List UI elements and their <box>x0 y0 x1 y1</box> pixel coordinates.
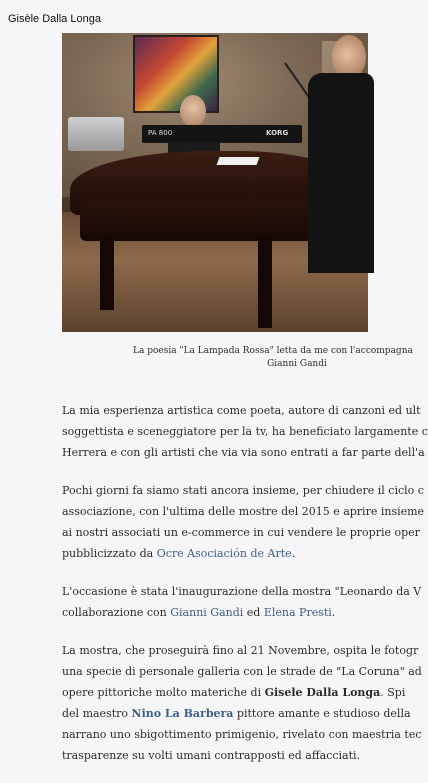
paragraph <box>62 640 422 766</box>
paragraph <box>62 581 422 623</box>
keyboard-brand-label: KORG <box>266 129 289 137</box>
singer-body <box>308 73 374 273</box>
piano-leg <box>100 238 114 310</box>
text-span: pittore amante e studioso della <box>233 707 411 720</box>
text-line: L'occasione è stata l'inaugurazione della mostra "Leonardo da V <box>62 585 422 598</box>
text-span: del maestro <box>62 707 132 720</box>
text-span: collaborazione con <box>62 606 171 619</box>
photo-caption <box>133 345 413 371</box>
text-line <box>62 682 406 703</box>
paragraph <box>62 400 428 463</box>
nino-la-barbera-link[interactable]: Nino La Barbera <box>131 707 234 720</box>
artist-name-bold: Gisele Dalla Longa <box>264 686 381 699</box>
article-body <box>62 400 428 783</box>
text-line <box>62 602 401 623</box>
grand-piano-body <box>80 201 330 241</box>
text-line: una specie di personale galleria con le strade de "La Coruna" ad <box>62 665 422 678</box>
text-line <box>62 703 411 724</box>
caption-line: Gianni Gandi <box>267 359 327 369</box>
paragraph <box>62 480 425 564</box>
synth-keyboard <box>142 125 302 143</box>
laptop <box>68 117 124 151</box>
text-line: narrano uno sbigottimento primigenio, rivelato con maestria tec <box>62 728 422 741</box>
text-span: . Spi <box>380 686 406 699</box>
text-line <box>62 543 401 564</box>
text-line: Herrera e con gli artisti che via via sono entrati a far parte dell'a <box>62 446 425 459</box>
text-line: associazione, con l'ultima delle mostre del 2015 e aprire insieme <box>62 505 425 518</box>
wall-painting <box>133 35 219 113</box>
pianist-head <box>180 95 206 127</box>
text-line: ai nostri associati un e-commerce in cui vendere le proprie oper <box>62 526 420 539</box>
text-span: opere pittoriche molto materiche di <box>62 686 265 699</box>
text-line: Pochi giorni fa siamo stati ancora insieme, per chiudere il ciclo c <box>62 484 424 497</box>
sheet-paper <box>217 157 260 165</box>
piano-leg <box>258 238 272 328</box>
ocre-asociacion-link[interactable]: Ocre Asociación de Arte <box>156 547 292 560</box>
text-line: trasparenze su volti umani contrapposti ed affacciati. <box>62 749 361 762</box>
text-line: soggettista e sceneggiatore per la tv, ha beneficiato largamente c <box>62 425 428 438</box>
text-span: . <box>291 547 296 560</box>
text-span: pubblicizzato da <box>62 547 157 560</box>
performance-photo <box>62 33 368 332</box>
text-span: . <box>331 606 336 619</box>
text-line: La mostra, che proseguirà fino al 21 Novembre, ospita le fotogr <box>62 644 419 657</box>
caption-line: La poesia "La Lampada Rossa" letta da me con l'accompagna <box>133 346 413 356</box>
elena-presti-link[interactable]: Elena Presti <box>263 606 332 619</box>
gianni-gandi-link[interactable]: Gianni Gandi <box>170 606 244 619</box>
text-line: La mia esperienza artistica come poeta, autore di canzoni ed ult <box>62 404 421 417</box>
author-header: Gisèle Dalla Longa <box>8 13 101 25</box>
keyboard-model-label: PA 800 <box>148 129 173 137</box>
text-span: ed <box>243 606 264 619</box>
